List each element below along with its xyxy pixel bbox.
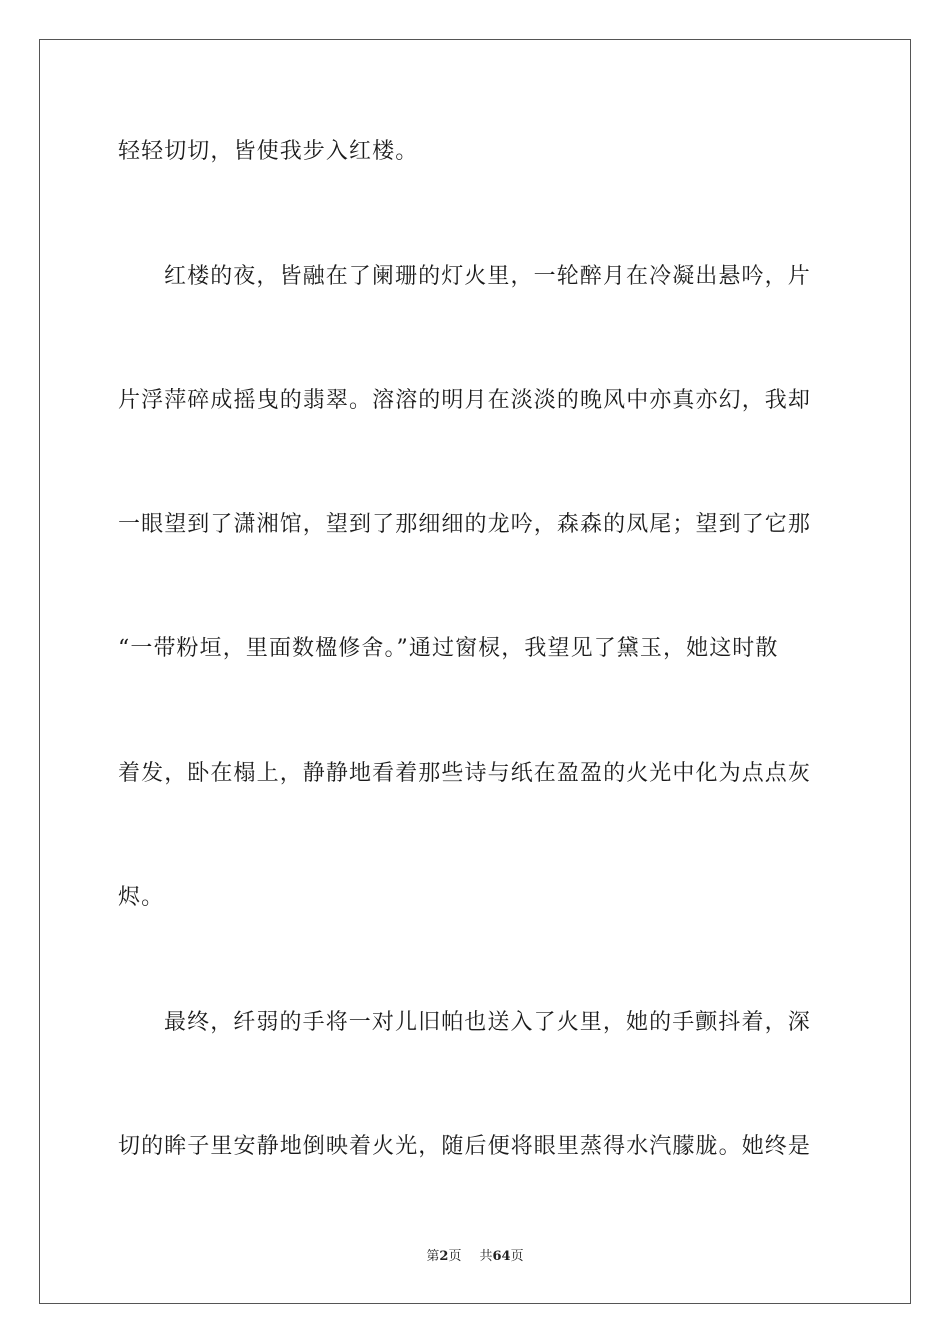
- text-line: 最终，纤弱的手将一对儿旧帕也送入了火里，她的手颤抖着，深: [164, 1010, 811, 1035]
- text-line: 切的眸子里安静地倒映着火光，随后便将眼里蒸得水汽朦胧。她终是: [118, 1134, 812, 1159]
- page-number: 2: [439, 1249, 449, 1264]
- page-border: [39, 39, 911, 1304]
- text-line: 红楼的夜，皆融在了阑珊的灯火里，一轮醉月在冷凝出悬吟，片: [164, 264, 811, 289]
- text-line: 轻轻切切，皆使我步入红楼。: [118, 139, 419, 164]
- text-line: 烬。: [118, 885, 165, 910]
- total-suffix: 页: [510, 1249, 524, 1264]
- page-suffix: 页: [448, 1249, 462, 1264]
- total-prefix: 共: [479, 1249, 493, 1264]
- text-line: “一带粉垣，里面数楹修舍。”通过窗棂，我望见了黛玉，她这时散: [118, 636, 779, 661]
- text-line: 着发，卧在榻上，静静地看着那些诗与纸在盈盈的火光中化为点点灰: [118, 761, 812, 786]
- text-line: 片浮萍碎成摇曳的翡翠。溶溶的明月在淡淡的晚风中亦真亦幻，我却: [118, 388, 812, 413]
- page-footer: [0, 1248, 950, 1266]
- text-line: 一眼望到了潇湘馆，望到了那细细的龙吟，森森的凤尾；望到了它那: [118, 512, 812, 537]
- total-pages: 64: [492, 1249, 511, 1264]
- page-prefix: 第: [426, 1249, 440, 1264]
